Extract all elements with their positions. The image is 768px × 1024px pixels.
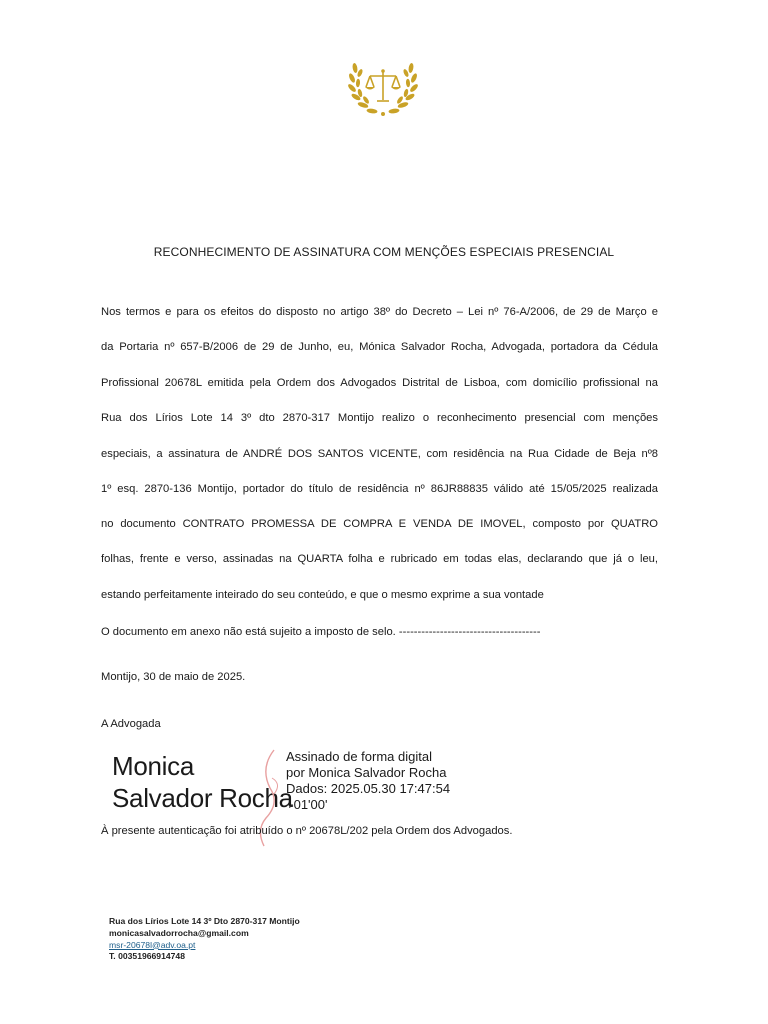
- body-line: especiais, a assinatura de ANDRÉ DOS SANTOS VICENTE, com residência na Rua Cidade de Beja nº8: [101, 448, 658, 460]
- signature-name-line2: Salvador Rocha: [112, 783, 293, 813]
- stamp-duty-statement: O documento em anexo não está sujeito a imposto de selo. --------------------------------------: [101, 626, 541, 638]
- footer-email-link[interactable]: msr-20678l@adv.oa.pt: [109, 939, 196, 950]
- body-line: Profissional 20678L emitida pela Ordem dos Advogados Distrital de Lisboa, com domicílio profissional na: [101, 377, 658, 389]
- signature-detail-line: Assinado de forma digital: [286, 749, 432, 764]
- footer-contact: [109, 916, 300, 963]
- signature-detail-line: Dados: 2025.05.30 17:47:54: [286, 781, 451, 796]
- body-line: folhas, frente e verso, assinadas na QUARTA folha e rubricado em todas elas, declarando que já o leu,: [101, 553, 658, 565]
- signature-name-line1: Monica: [112, 751, 195, 781]
- footer-phone: T. 00351966914748: [109, 951, 185, 962]
- body-line: 1º esq. 2870-136 Montijo, portador do título de residência nº 86JR88835 válido até 15/05/2025 realizada: [101, 483, 658, 495]
- footer-email: monicasalvadorrocha@gmail.com: [109, 927, 249, 938]
- signature-detail-line: +01'00': [286, 797, 328, 812]
- footer-address: Rua dos Lírios Lote 14 3º Dto 2870-317 Montijo: [109, 916, 300, 926]
- place-and-date: Montijo, 30 de maio de 2025.: [101, 671, 246, 683]
- scales-of-justice-laurel-icon: [346, 56, 420, 118]
- body-line: da Portaria nº 657-B/2006 de 29 de Junho, eu, Mónica Salvador Rocha, Advogada, portadora da Cédula: [101, 341, 658, 353]
- authentication-attribution: À presente autenticação foi atribuído o nº 20678L/202 pela Ordem dos Advogados.: [101, 825, 513, 837]
- body-line: no documento CONTRATO PROMESSA DE COMPRA E VENDA DE IMOVEL, composto por QUATRO: [101, 518, 658, 530]
- signature-details: [286, 749, 450, 813]
- body-line: Nos termos e para os efeitos do disposto no artigo 38º do Decreto – Lei nº 76-A/2006, de 29 de Março e: [101, 306, 658, 318]
- body-line: Rua dos Lírios Lote 14 3º dto 2870-317 Montijo realizo o reconhecimento presencial com menções: [101, 412, 658, 424]
- signature-detail-line: por Monica Salvador Rocha: [286, 765, 447, 780]
- signer-role: A Advogada: [101, 718, 161, 730]
- document-title: RECONHECIMENTO DE ASSINATURA COM MENÇÕES ESPECIAIS PRESENCIAL: [153, 245, 615, 259]
- body-line-last: estando perfeitamente inteirado do seu conteúdo, e que o mesmo exprime a sua vontade: [101, 589, 544, 601]
